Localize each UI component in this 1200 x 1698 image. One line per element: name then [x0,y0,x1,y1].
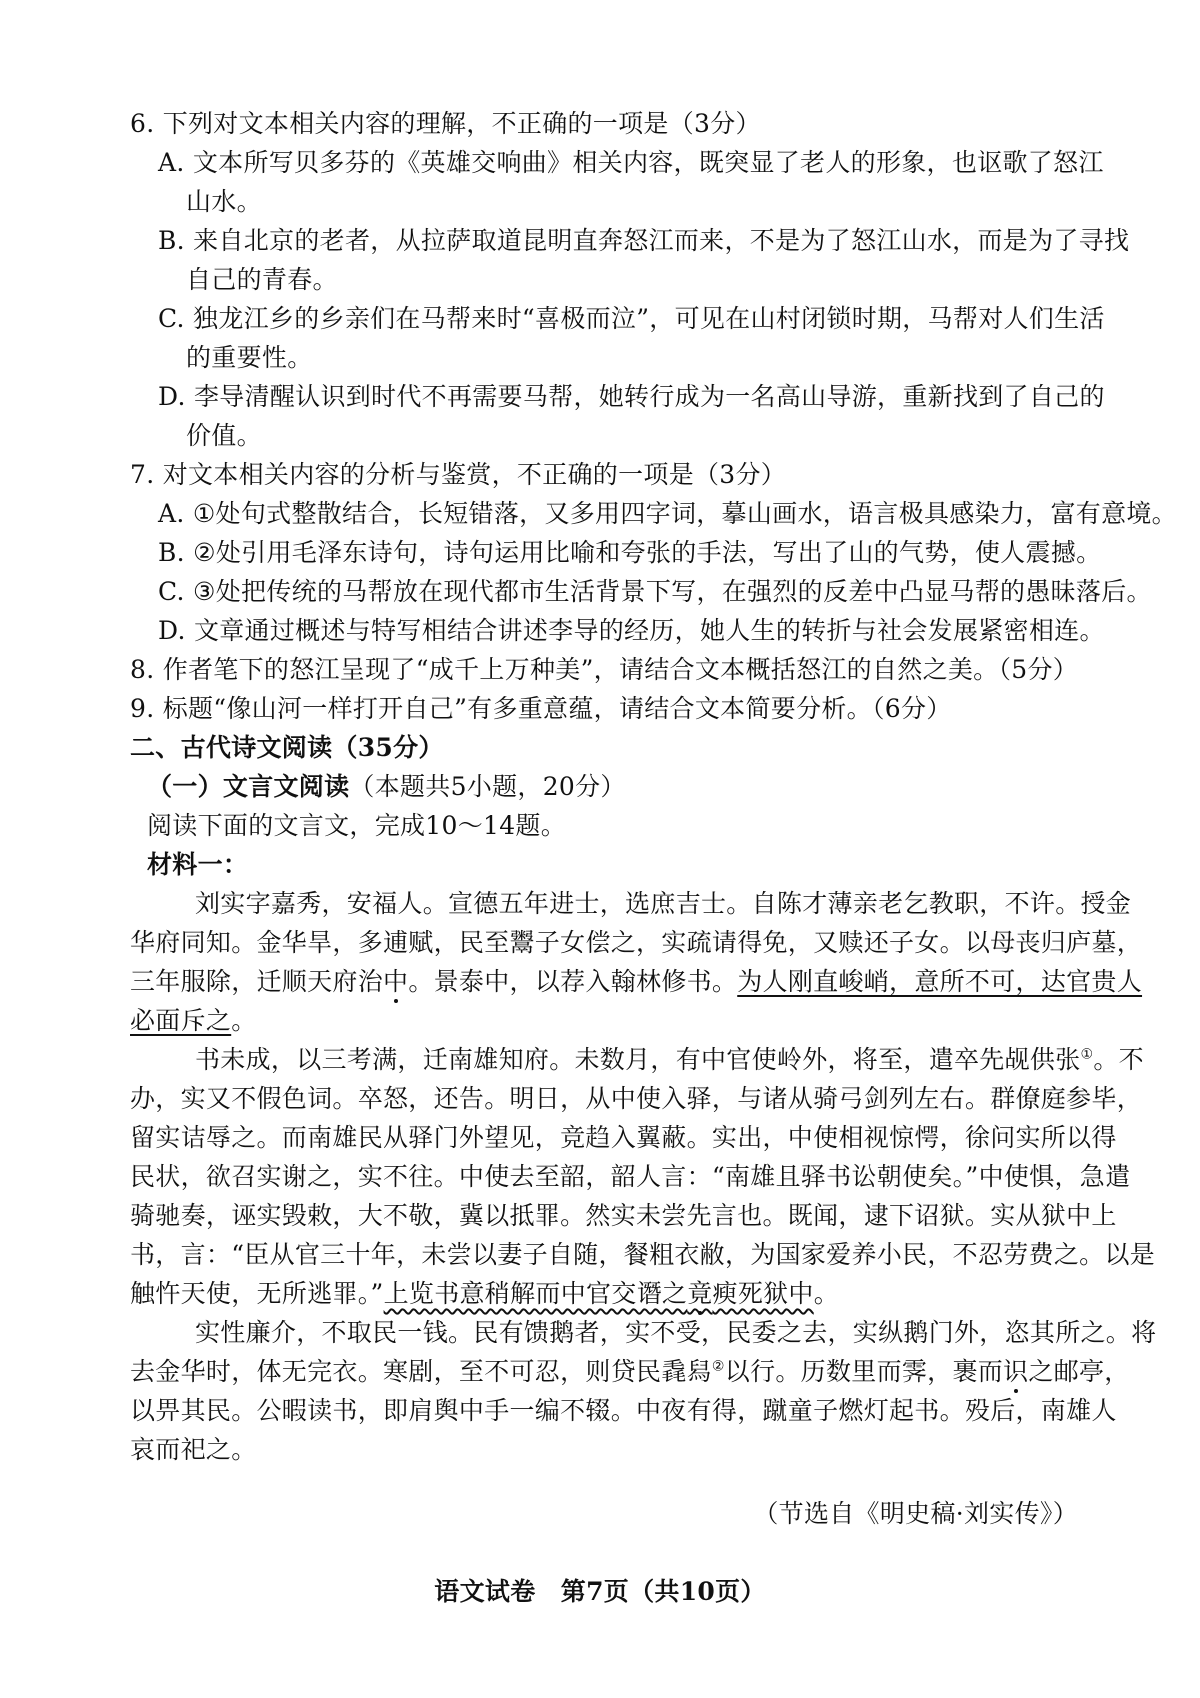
passage-text: 上览书意稍解而中官交谮之 [383,1279,688,1308]
question-6-option-b-cont: 自己的青春。 [186,265,338,294]
question-7-stem: 7. 对文本相关内容的分析与鉴赏，不正确的一项是（3分） [130,460,787,489]
passage-line: 民状，欲召实谢之，实不往。中使去至韶，韶人言：“南雄且驿书讼朝使矣。”中使惧，急遣 [130,1162,1131,1191]
passage-text: 触忤天使，无所逃罪。” [130,1279,384,1308]
passage-text: 之邮亭， [1028,1357,1130,1386]
question-6-option-c-cont: 的重要性。 [186,343,313,372]
passage-line: 哀而祀之。 [130,1435,257,1464]
question-6-option-c: C. 独龙江乡的乡亲们在马帮来时“喜极而泣”，可见在山村闭锁时期，马帮对人们生活 [158,304,1105,333]
subsection-1-note: （本题共5小题，20分） [349,772,626,801]
passage-text: 书未成，以三考满，迁南雄知府。未数月，有中官使岭外，将至，遣卒先觇供张 [195,1045,1081,1074]
passage-line [130,966,1142,998]
passage-text: 瘐死狱中 [712,1279,814,1308]
question-6-stem: 6. 下列对文本相关内容的理解，不正确的一项是（3分） [130,109,761,138]
passage-text: 。景泰中，以荐入翰林修书。 [408,967,738,996]
passage-text: 三年服除，迁顺天府治 [130,967,384,996]
underlined-sentence: 为人刚直峻峭，意所不可，达官贵人 [737,967,1143,996]
passage-line: 以畀其民。公暇读书，即肩舆中手一编不辍。中夜有得，蹴童子燃灯起书。殁后，南雄人 [130,1396,1117,1425]
passage-text: 。不 [1093,1045,1144,1074]
passage-line: 刘实字嘉秀，安福人。宣德五年进士，选庶吉士。自陈才薄亲老乞教职，不许。授金 [195,889,1132,918]
passage-line [130,1005,257,1037]
question-6-option-a: A. 文本所写贝多芬的《英雄交响曲》相关内容，既突显了老人的形象，也讴歌了怒江 [158,148,1104,177]
question-6-option-b: B. 来自北京的老者，从拉萨取道昆明直奔怒江而来，不是为了怒江山水，而是为了寻找 [158,226,1130,255]
subsection-1-heading [147,771,626,803]
wavy-underlined-sentence [384,1279,814,1308]
passage-line: 办，实又不假色词。卒怒，还告。明日，从中使入驿，与诸从骑弓剑列左右。群僚庭参毕， [130,1084,1143,1113]
question-7-option-b: B. ②处引用毛泽东诗句，诗句运用比喻和夸张的手法，写出了山的气势，使人震撼。 [158,538,1102,567]
passage-line [130,1356,1130,1388]
underlined-sentence: 必面斥之 [130,1006,232,1035]
question-6-option-d-cont: 价值。 [186,421,262,450]
passage-line: 骑驰奏，诬实毁敕，大不敬，冀以抵罪。然实未尝先言也。既闻，逮下诏狱。实从狱中上 [130,1201,1117,1230]
passage-text: 以行。历数里而霁，裹而 [724,1357,1004,1386]
material-1-label: 材料一： [147,850,249,879]
reading-instruction: 阅读下面的文言文，完成10～14题。 [147,811,567,840]
footnote-marker: ① [1080,1046,1094,1063]
section-2-heading: 二、古代诗文阅读（35分） [130,733,444,762]
passage-line: 华府同知。金华旱，多逋赋，民至鬻子女偿之，实疏请得免，又赎还子女。以母丧归庐墓， [130,928,1143,957]
dotted-keyword: 中 [383,967,409,996]
footnote-marker: ② [711,1358,725,1375]
dotted-keyword: 竟 [687,1279,713,1308]
subsection-1-title: （一）文言文阅读 [147,772,350,801]
question-9: 9. 标题“像山河一样打开自己”有多重意蕴，请结合文本简要分析。（6分） [130,694,952,723]
question-7-option-d: D. 文章通过概述与特写相结合讲述李导的经历，她人生的转折与社会发展紧密相连。 [158,616,1105,645]
passage-line: 留实诘辱之。而南雄民从驿门外望见，竞趋入翼蔽。实出，中使相视惊愕，徐问实所以得 [130,1123,1117,1152]
passage-line [130,1278,839,1310]
passage-line: 书，言：“臣从官三十年，未尝以妻子自随，餐粗衣敝，为国家爱养小民，不忍劳费之。以是 [130,1240,1156,1269]
passage-text: 去金华时，体无完衣。寒剧，至不可忍，则贷民毳舄 [130,1357,712,1386]
dotted-keyword: 识 [1003,1357,1029,1386]
question-8: 8. 作者笔下的怒江呈现了“成千上万种美”，请结合文本概括怒江的自然之美。（5分） [130,655,1079,684]
question-7-option-a: A. ①处句式整散结合，长短错落，又多用四字词，摹山画水，语言极具感染力，富有意境。 [158,499,1177,528]
question-6-option-a-cont: 山水。 [186,187,262,216]
passage-line: 实性廉介，不取民一钱。民有馈鹅者，实不受，民委之去，实纵鹅门外，恣其所之。将 [195,1318,1157,1347]
question-6-option-d: D. 李导清醒认识到时代不再需要马帮，她转行成为一名高山导游，重新找到了自己的 [158,382,1105,411]
passage-line [195,1044,1144,1076]
question-7-option-c: C. ③处把传统的马帮放在现代都市生活背景下写，在强烈的反差中凸显马帮的愚昧落后。 [158,577,1152,606]
source-attribution: （节选自《明史稿·刘实传》） [753,1499,1078,1528]
passage-text: 。 [231,1006,257,1035]
passage-text: 。 [813,1279,840,1308]
page-footer: 语文试卷 第7页（共10页） [434,1577,766,1606]
